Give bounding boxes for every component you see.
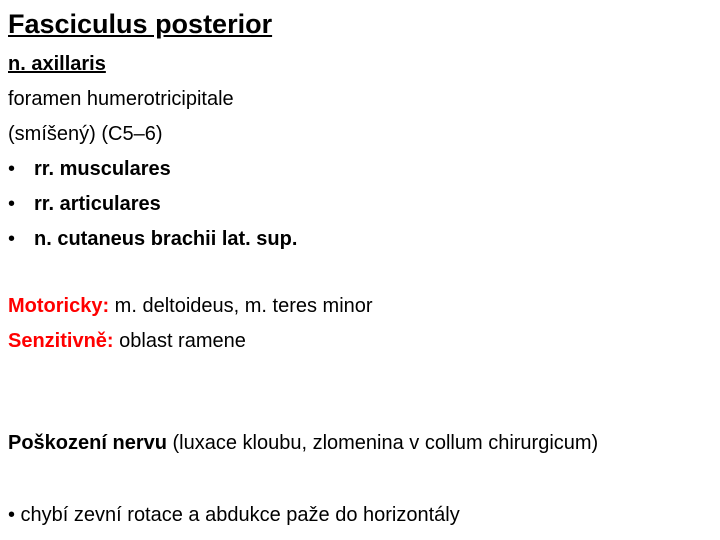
damage-paragraph xyxy=(8,429,648,457)
sensory-text: oblast ramene xyxy=(113,330,246,352)
consequence-line: • chybí zevní rotace a abdukce paže do horizontály xyxy=(8,504,460,526)
branch-label: rr. articulares xyxy=(34,193,161,215)
motor-label: Motoricky: xyxy=(8,295,110,317)
slide-title: Fasciculus posterior xyxy=(8,9,273,39)
branch-item xyxy=(8,227,297,251)
foramen-line: foramen humerotricipitale xyxy=(8,88,234,110)
bullet-icon: • xyxy=(8,228,16,250)
bullet-icon: • xyxy=(8,193,16,215)
sensory-line xyxy=(8,329,246,353)
motor-line xyxy=(8,294,373,318)
sensory-label: Senzitivně: xyxy=(8,330,114,352)
damage-label: Poškození nervu xyxy=(8,432,167,454)
branch-label: rr. musculares xyxy=(34,158,171,180)
branch-label: n. cutaneus brachii lat. sup. xyxy=(34,228,298,250)
bullet-icon: • xyxy=(8,158,16,180)
nerve-name: n. axillaris xyxy=(8,53,106,75)
branch-item xyxy=(8,192,161,216)
mixed-line: (smíšený) (C5–6) xyxy=(8,123,163,145)
branch-item xyxy=(8,157,171,181)
motor-text: m. deltoideus, m. teres minor xyxy=(109,295,373,317)
damage-text: (luxace kloubu, zlomenina v collum chirurgicum) xyxy=(166,432,599,454)
